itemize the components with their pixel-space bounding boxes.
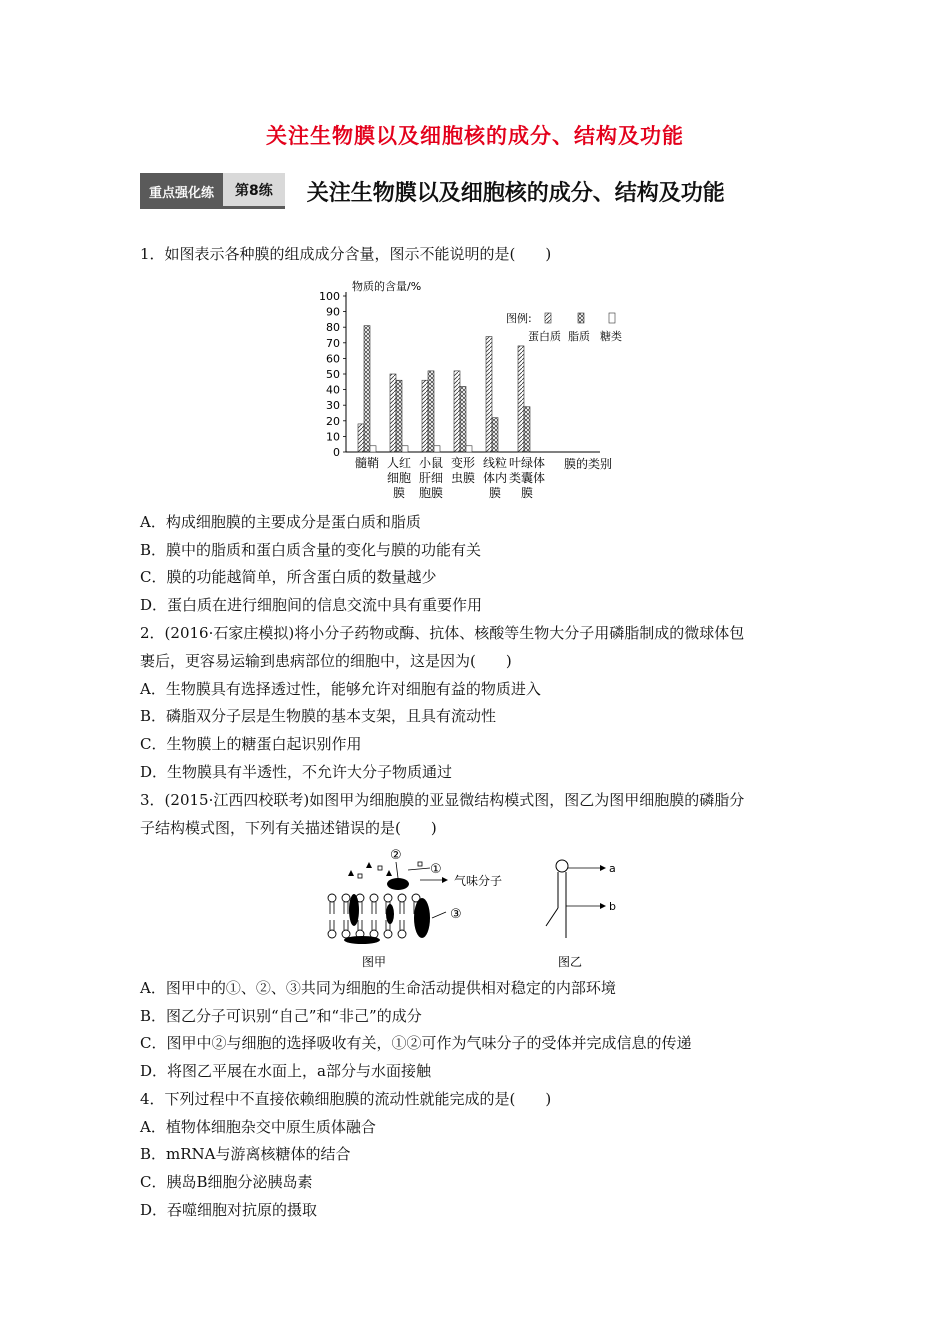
legend-lipid: 脂质: [568, 330, 590, 343]
transmembrane-protein: [414, 898, 430, 938]
bar-sugar: [370, 446, 376, 452]
outer-phospholipid-heads: [328, 894, 420, 902]
y-tick-label: 10: [326, 430, 340, 444]
bar-lipid: [396, 380, 402, 452]
bar-sugar: [434, 446, 440, 452]
y-tick-label: 100: [319, 290, 340, 303]
category-label: 膜: [392, 486, 406, 500]
category-label: 肝细: [418, 471, 444, 485]
chart-legend: [506, 311, 622, 343]
bar-protein: [358, 424, 364, 452]
category-label: 体内: [482, 471, 508, 485]
q1-option-b: B．膜中的脂质和蛋白质含量的变化与膜的功能有关: [140, 541, 482, 559]
legend-swatch-sugar: [609, 313, 615, 323]
section-tag: 重点强化练: [140, 173, 223, 209]
category-label: 类囊体: [508, 471, 546, 485]
legend-swatch-lipid: [578, 313, 584, 323]
legend-title: 图例:: [506, 312, 532, 325]
exercise-number-tag: 第8练: [223, 173, 285, 209]
y-tick-label: 60: [326, 352, 340, 366]
q4-option-c: C．胰岛B细胞分泌胰岛素: [140, 1173, 313, 1191]
bar-lipid: [492, 418, 498, 452]
q2-option-c: C．生物膜上的糖蛋白起识别作用: [140, 735, 362, 753]
odor-molecule-label: 气味分子: [454, 874, 503, 888]
membrane-protein: [349, 894, 359, 926]
label-b: b: [609, 900, 616, 913]
label-2: ②: [390, 848, 402, 863]
bar-protein: [486, 337, 492, 452]
label-a: a: [609, 862, 616, 875]
bar-lipid: [428, 371, 434, 452]
pointer-1: [408, 868, 430, 870]
legend-swatch-protein: [545, 313, 551, 323]
bar-sugar: [402, 446, 408, 452]
y-tick-label: 80: [326, 321, 340, 335]
bar-lipid: [524, 407, 530, 452]
figure-jia: [328, 848, 502, 969]
y-tick-label: 50: [326, 368, 340, 381]
glycoprotein-2: [387, 878, 409, 890]
phospholipid-head: [556, 860, 568, 872]
peripheral-protein: [344, 936, 380, 944]
membrane-composition-chart: [310, 272, 650, 512]
arrowhead-b: [600, 903, 606, 909]
q2-option-b: B．磷脂双分子层是生物膜的基本支架，且具有流动性: [140, 707, 497, 725]
category-label: 虫膜: [450, 471, 476, 485]
q2-option-d: D．生物膜具有半透性，不允许大分子物质通过: [140, 763, 453, 781]
bar-lipid: [460, 386, 466, 452]
bar-sugar: [466, 446, 472, 452]
q3-stem-line1: 3．(2015·江西四校联考)如图甲为细胞膜的亚显微结构模式图，图乙为图甲细胞膜的磷脂分: [140, 791, 745, 809]
label-3: ③: [450, 907, 462, 922]
q1-option-a: A．构成细胞膜的主要成分是蛋白质和脂质: [140, 513, 421, 531]
x-axis-label: 膜的类别: [564, 457, 613, 471]
tail-1-bend: [546, 908, 558, 926]
bar-protein: [518, 346, 524, 452]
q4-option-b: B．mRNA与游离核糖体的结合: [140, 1145, 351, 1163]
category-label: 髓鞘: [354, 456, 380, 470]
bar-protein: [390, 374, 396, 452]
y-tick-label: 90: [326, 305, 340, 319]
caption-yi: 图乙: [558, 955, 583, 969]
q3-option-a: A．图甲中的①、②、③共同为细胞的生命活动提供相对稳定的内部环境: [140, 979, 616, 997]
y-axis-label: 物质的含量/%: [352, 280, 422, 293]
q4-option-a: A．植物体细胞杂交中原生质体融合: [140, 1118, 376, 1136]
y-tick-label: 0: [333, 446, 340, 459]
category-label: 小鼠: [418, 456, 444, 470]
arrowhead-a: [600, 865, 606, 871]
y-tick-label: 40: [326, 383, 340, 397]
category-label: 膜: [488, 486, 502, 500]
category-label: 人红: [386, 456, 412, 470]
q4-option-d: D．吞噬细胞对抗原的摄取: [140, 1201, 318, 1219]
y-tick-label: 30: [326, 399, 340, 413]
membrane-structure-figure: [318, 846, 638, 974]
q1-stem: 1．如图表示各种膜的组成成分含量，图示不能说明的是( ): [140, 245, 552, 263]
q3-option-b: B．图乙分子可识别“自己”和“非己”的成分: [140, 1007, 422, 1025]
category-label: 变形: [450, 456, 476, 470]
y-tick-label: 20: [326, 414, 340, 428]
odor-arrowhead: [442, 877, 448, 883]
q3-option-c: C．图甲中②与细胞的选择吸收有关，①②可作为气味分子的受体并完成信息的传递: [140, 1034, 692, 1052]
caption-jia: 图甲: [362, 955, 387, 969]
bar-protein: [454, 371, 460, 452]
category-label: 叶绿体: [508, 456, 546, 470]
q1-option-d: D．蛋白质在进行细胞间的信息交流中具有重要作用: [140, 596, 483, 614]
legend-protein: 蛋白质: [528, 330, 561, 343]
y-tick-label: 70: [326, 336, 340, 350]
category-label: 膜: [520, 486, 534, 500]
bar-lipid: [364, 326, 370, 452]
q2-stem-line2: 裹后，更容易运输到患病部位的细胞中，这是因为( ): [140, 652, 512, 670]
q1-option-c: C．膜的功能越简单，所含蛋白质的数量越少: [140, 568, 437, 586]
category-label: 细胞: [386, 471, 412, 485]
phospholipid-tails: [330, 902, 418, 930]
q3-stem-line2: 子结构模式图，下列有关描述错误的是( ): [140, 819, 437, 837]
pointer-2: [396, 862, 398, 878]
q4-stem: 4．下列过程中不直接依赖细胞膜的流动性就能完成的是( ): [140, 1090, 552, 1108]
q3-option-d: D．将图乙平展在水面上，a部分与水面接触: [140, 1062, 431, 1080]
q2-option-a: A．生物膜具有选择透过性，能够允许对细胞有益的物质进入: [140, 680, 541, 698]
page-title: 关注生物膜以及细胞核的成分、结构及功能: [266, 124, 684, 148]
figure-yi: [546, 860, 616, 969]
legend-sugar: 糖类: [600, 330, 622, 343]
practice-banner: [140, 173, 725, 209]
category-label: 胞膜: [418, 486, 444, 500]
bar-protein: [422, 380, 428, 452]
q2-stem-line1: 2．(2016·石家庄模拟)将小分子药物或酶、抗体、核酸等生物大分子用磷脂制成的微球体包: [140, 624, 745, 642]
banner-title: 关注生物膜以及细胞核的成分、结构及功能: [306, 180, 725, 206]
embedded-protein: [386, 904, 394, 924]
label-1: ①: [430, 862, 442, 877]
category-label: 线粒: [482, 456, 508, 470]
pointer-3: [432, 912, 446, 918]
